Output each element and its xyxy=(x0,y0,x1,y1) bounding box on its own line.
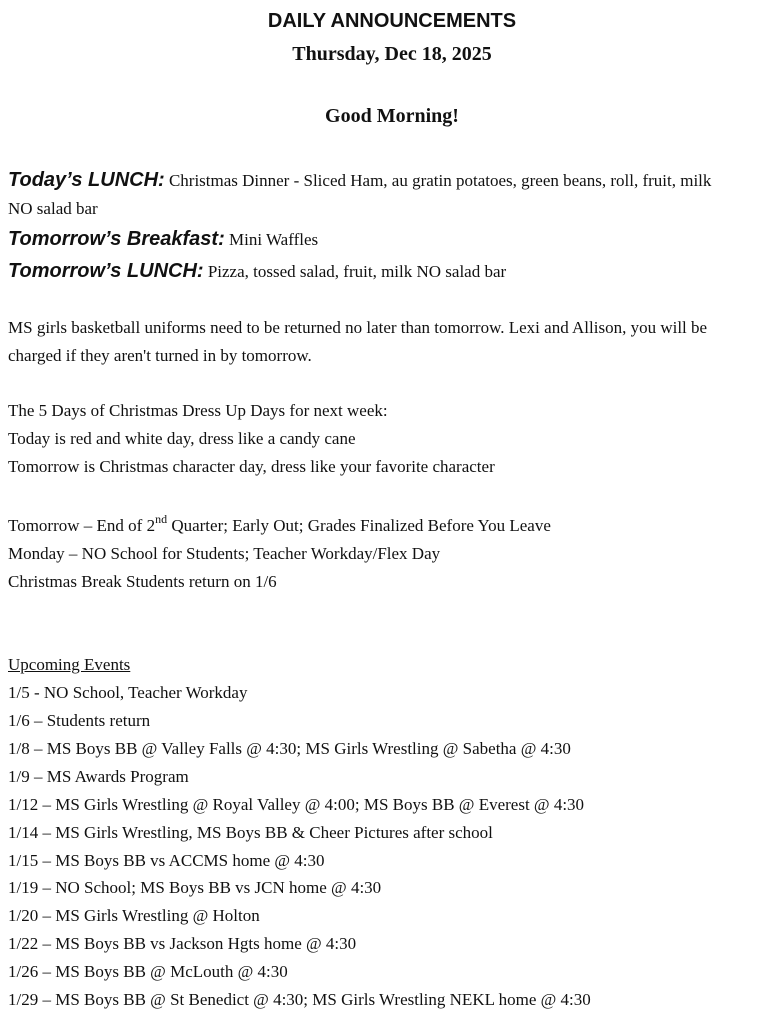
event-item: 1/22 – MS Boys BB vs Jackson Hgts home @ 4:30 xyxy=(8,934,357,953)
schedule-tomorrow-prefix: Tomorrow – End of 2 xyxy=(8,516,156,535)
tomorrow-breakfast-line xyxy=(8,227,318,252)
event-item: 1/6 – Students return xyxy=(8,711,151,730)
uniforms-notice-line1: MS girls basketball uniforms need to be returned no later than tomorrow. Lexi and Allison, you will be xyxy=(8,318,708,337)
page-title: DAILY ANNOUNCEMENTS xyxy=(267,10,517,32)
events-heading: Upcoming Events xyxy=(8,655,131,674)
schedule-tomorrow-suffix: Quarter; Early Out; Grades Finalized Before You Leave xyxy=(167,516,551,535)
dress-up-heading: The 5 Days of Christmas Dress Up Days for next week: xyxy=(8,401,388,420)
event-item: 1/8 – MS Boys BB @ Valley Falls @ 4:30; MS Girls Wrestling @ Sabetha @ 4:30 xyxy=(8,739,571,758)
ordinal-suffix: nd xyxy=(155,512,168,527)
event-item: 1/5 - NO School, Teacher Workday xyxy=(8,683,248,702)
today-lunch-text-cont: NO salad bar xyxy=(8,199,98,218)
greeting: Good Morning! xyxy=(325,105,459,127)
today-lunch-text: Christmas Dinner - Sliced Ham, au gratin potatoes, green beans, roll, fruit, milk xyxy=(168,171,712,190)
uniforms-notice-line2: charged if they aren't turned in by tomorrow. xyxy=(8,346,312,365)
schedule-tomorrow xyxy=(8,514,551,538)
schedule-monday: Monday – NO School for Students; Teacher Workday/Flex Day xyxy=(8,544,441,563)
tomorrow-lunch-label: Tomorrow’s LUNCH: xyxy=(8,260,204,282)
tomorrow-breakfast-text: Mini Waffles xyxy=(228,230,319,249)
event-item: 1/19 – NO School; MS Boys BB vs JCN home @ 4:30 xyxy=(8,878,382,897)
event-item: 1/15 – MS Boys BB vs ACCMS home @ 4:30 xyxy=(8,851,325,870)
today-lunch-line xyxy=(8,168,711,193)
event-item: 1/12 – MS Girls Wrestling @ Royal Valley @ 4:00; MS Boys BB @ Everest @ 4:30 xyxy=(8,795,585,814)
event-item: 1/20 – MS Girls Wrestling @ Holton xyxy=(8,906,260,925)
announcement-date: Thursday, Dec 18, 2025 xyxy=(292,43,492,65)
today-lunch-label: Today’s LUNCH: xyxy=(8,169,165,191)
dress-up-tomorrow: Tomorrow is Christmas character day, dress like your favorite character xyxy=(8,457,495,476)
schedule-break: Christmas Break Students return on 1/6 xyxy=(8,572,277,591)
event-item: 1/26 – MS Boys BB @ McLouth @ 4:30 xyxy=(8,962,288,981)
event-item: 1/9 – MS Awards Program xyxy=(8,767,189,786)
event-item: 1/14 – MS Girls Wrestling, MS Boys BB & Cheer Pictures after school xyxy=(8,823,493,842)
tomorrow-lunch-text: Pizza, tossed salad, fruit, milk NO salad bar xyxy=(207,262,507,281)
tomorrow-lunch-line xyxy=(8,259,506,284)
tomorrow-breakfast-label: Tomorrow’s Breakfast: xyxy=(8,228,225,250)
event-item: 1/29 – MS Boys BB @ St Benedict @ 4:30; MS Girls Wrestling NEKL home @ 4:30 xyxy=(8,990,591,1009)
dress-up-today: Today is red and white day, dress like a candy cane xyxy=(8,429,356,448)
